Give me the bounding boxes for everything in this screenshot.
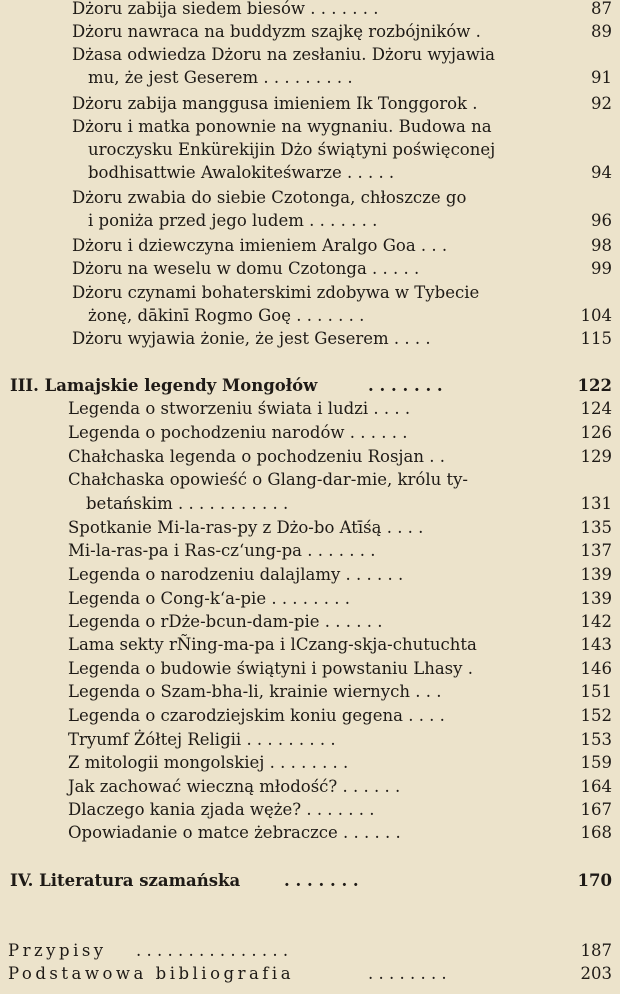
toc-entry-title: Dżoru i dziewczyna imieniem Aralgo Goa . . . xyxy=(72,236,448,255)
toc-entry-title: Dżoru na weselu w domu Czotonga . . . . . xyxy=(72,259,420,278)
toc-entry-title: Legenda o stworzeniu świata i ludzi . . . . xyxy=(68,399,411,418)
toc-entry xyxy=(0,775,620,798)
toc-entry-page: 142 xyxy=(580,612,612,631)
toc-entry xyxy=(0,516,620,539)
toc-entry-title: Legenda o Szam-bha-li, krainie wiernych . . . xyxy=(68,682,442,701)
toc-entry xyxy=(0,421,620,444)
toc-entry xyxy=(0,234,620,257)
toc-entry-title: Dżoru wyjawia żonie, że jest Geserem . . . . xyxy=(72,329,431,348)
toc-entry xyxy=(0,587,620,610)
toc-entry-page: 104 xyxy=(580,306,612,325)
section-page: 170 xyxy=(577,871,612,890)
toc-entry xyxy=(0,751,620,774)
toc-entry-title: Opowiadanie o matce żebraczce . . . . . . xyxy=(68,823,401,842)
toc-entry-page: 124 xyxy=(580,399,612,418)
toc-entry-title-line: Chałchaska opowieść o Glang-dar-mie, królu ty- xyxy=(68,470,469,489)
toc-entry-title-line: bodhisattwie Awalokiteśwarze . . . . . xyxy=(88,163,395,182)
toc-entry-page: 135 xyxy=(580,518,612,537)
toc-entry xyxy=(0,186,620,232)
toc-entry xyxy=(0,257,620,280)
toc-entry xyxy=(0,728,620,751)
toc-entry-page: 96 xyxy=(591,211,612,230)
toc-entry xyxy=(0,468,620,514)
toc-entry-title-line: betańskim . . . . . . . . . . . xyxy=(86,494,289,513)
toc-entry-title-line: mu, że jest Geserem . . . . . . . . . xyxy=(88,68,353,87)
toc-entry-page: 115 xyxy=(580,329,612,348)
leader-dots: . . . . . . . . . . . . . . . xyxy=(136,941,289,960)
toc-entry-page: 99 xyxy=(591,259,612,278)
toc-entry xyxy=(0,92,620,115)
toc-entry-page: 167 xyxy=(580,800,612,819)
toc-entry xyxy=(0,43,620,89)
toc-entry-page: 98 xyxy=(591,236,612,255)
backmatter-entry xyxy=(0,962,620,985)
toc-entry-title: Mi-la-ras-pa i Ras-cz‘ung-pa . . . . . . . xyxy=(68,541,376,560)
toc-entry-title: Legenda o rDże-bcun-dam-pie . . . . . . xyxy=(68,612,383,631)
toc-entry-title-line: Dżasa odwiedza Dżoru na zesłaniu. Dżoru wyjawia xyxy=(72,45,496,64)
toc-entry xyxy=(0,445,620,468)
toc-entry-title-line: Dżoru i matka ponownie na wygnaniu. Budowa na xyxy=(72,117,492,136)
toc-entry-title: Chałchaska legenda o pochodzeniu Rosjan . . xyxy=(68,447,445,466)
toc-entry-page: 153 xyxy=(580,730,612,749)
toc-entry-page: 89 xyxy=(591,22,612,41)
toc-entry-title: Dżoru zabija siedem biesów . . . . . . . xyxy=(72,0,379,18)
toc-entry-page: 152 xyxy=(580,706,612,725)
leader-dots: . . . . . . . . xyxy=(368,964,447,983)
toc-entry xyxy=(0,20,620,43)
toc-entry-page: 143 xyxy=(580,635,612,654)
toc-entry xyxy=(0,539,620,562)
toc-entry-title: Legenda o pochodzeniu narodów . . . . . . xyxy=(68,423,408,442)
toc-entry xyxy=(0,115,620,184)
toc-entry-page: 139 xyxy=(580,589,612,608)
backmatter-page: 187 xyxy=(580,941,612,960)
backmatter-title: Podstawowa bibliografia xyxy=(8,964,295,983)
toc-entry xyxy=(0,563,620,586)
toc-entry-page: 139 xyxy=(580,565,612,584)
toc-entry-title-line: i poniża przed jego ludem . . . . . . . xyxy=(88,211,378,230)
toc-entry-title-line: Dżoru zwabia do siebie Czotonga, chłoszcze go xyxy=(72,188,467,207)
toc-entry-title-line: uroczysku Enkürekijin Dżo świątyni poświęconej xyxy=(88,140,496,159)
toc-entry-title: Z mitologii mongolskiej . . . . . . . . xyxy=(68,753,349,772)
backmatter-title: Przypisy xyxy=(8,941,107,960)
toc-entry xyxy=(0,610,620,633)
toc-entry-title: Legenda o czarodziejskim koniu gegena . . . . xyxy=(68,706,445,725)
toc-entry xyxy=(0,397,620,420)
section-title: IV. Literatura szamańska xyxy=(10,871,241,890)
toc-entry-title: Lama sekty rÑing-ma-pa i lCzang-skja-chutuchta xyxy=(68,635,477,654)
toc-entry-title: Legenda o Cong-k‘a-pie . . . . . . . . xyxy=(68,589,350,608)
toc-entry-page: 146 xyxy=(580,659,612,678)
toc-entry-title-line: Dżoru czynami bohaterskimi zdobywa w Tybecie xyxy=(72,283,480,302)
section-heading xyxy=(0,374,620,397)
toc-entry-page: 92 xyxy=(591,94,612,113)
toc-entry-title: Tryumf Żółtej Religii . . . . . . . . . xyxy=(68,730,336,749)
toc-entry xyxy=(0,281,620,327)
toc-entry-page: 126 xyxy=(580,423,612,442)
toc-entry-title: Legenda o narodzeniu dalajlamy . . . . . . xyxy=(68,565,404,584)
toc-entry-page: 129 xyxy=(580,447,612,466)
leader-dots: . . . . . . . xyxy=(368,376,443,395)
toc-entry-page: 131 xyxy=(580,494,612,513)
section-page: 122 xyxy=(577,376,612,395)
toc-entry xyxy=(0,798,620,821)
toc-entry-title-line: żonę, dākinī Rogmo Goę . . . . . . . xyxy=(88,306,365,325)
section-title: III. Lamajskie legendy Mongołów xyxy=(10,376,318,395)
toc-entry-page: 87 xyxy=(591,0,612,18)
toc-entry xyxy=(0,704,620,727)
backmatter-entry xyxy=(0,939,620,962)
toc-entry-title: Dlaczego kania zjada węże? . . . . . . . xyxy=(68,800,375,819)
toc-entry-page: 168 xyxy=(580,823,612,842)
leader-dots: . . . . . . . xyxy=(284,871,359,890)
toc-entry-page: 137 xyxy=(580,541,612,560)
toc-entry xyxy=(0,0,620,20)
toc-entry-title: Dżoru zabija manggusa imieniem Ik Tonggorok . xyxy=(72,94,478,113)
toc-entry xyxy=(0,657,620,680)
toc-entry xyxy=(0,633,620,656)
toc-entry xyxy=(0,327,620,350)
toc-entry-title: Spotkanie Mi-la-ras-py z Dżo-bo Atīśą . . . . xyxy=(68,518,424,537)
toc-entry-page: 91 xyxy=(591,68,612,87)
toc-entry xyxy=(0,680,620,703)
toc-entry-title: Dżoru nawraca na buddyzm szajkę rozbójników . xyxy=(72,22,481,41)
toc-entry-page: 94 xyxy=(591,163,612,182)
section-heading xyxy=(0,869,620,892)
toc-entry-title: Jak zachować wieczną młodość? . . . . . . xyxy=(68,777,401,796)
toc-entry xyxy=(0,821,620,844)
toc-entry-title: Legenda o budowie świątyni i powstaniu Lhasy . xyxy=(68,659,473,678)
backmatter-page: 203 xyxy=(580,964,612,983)
toc-entry-page: 159 xyxy=(580,753,612,772)
toc-entry-page: 164 xyxy=(580,777,612,796)
toc-entry-page: 151 xyxy=(580,682,612,701)
